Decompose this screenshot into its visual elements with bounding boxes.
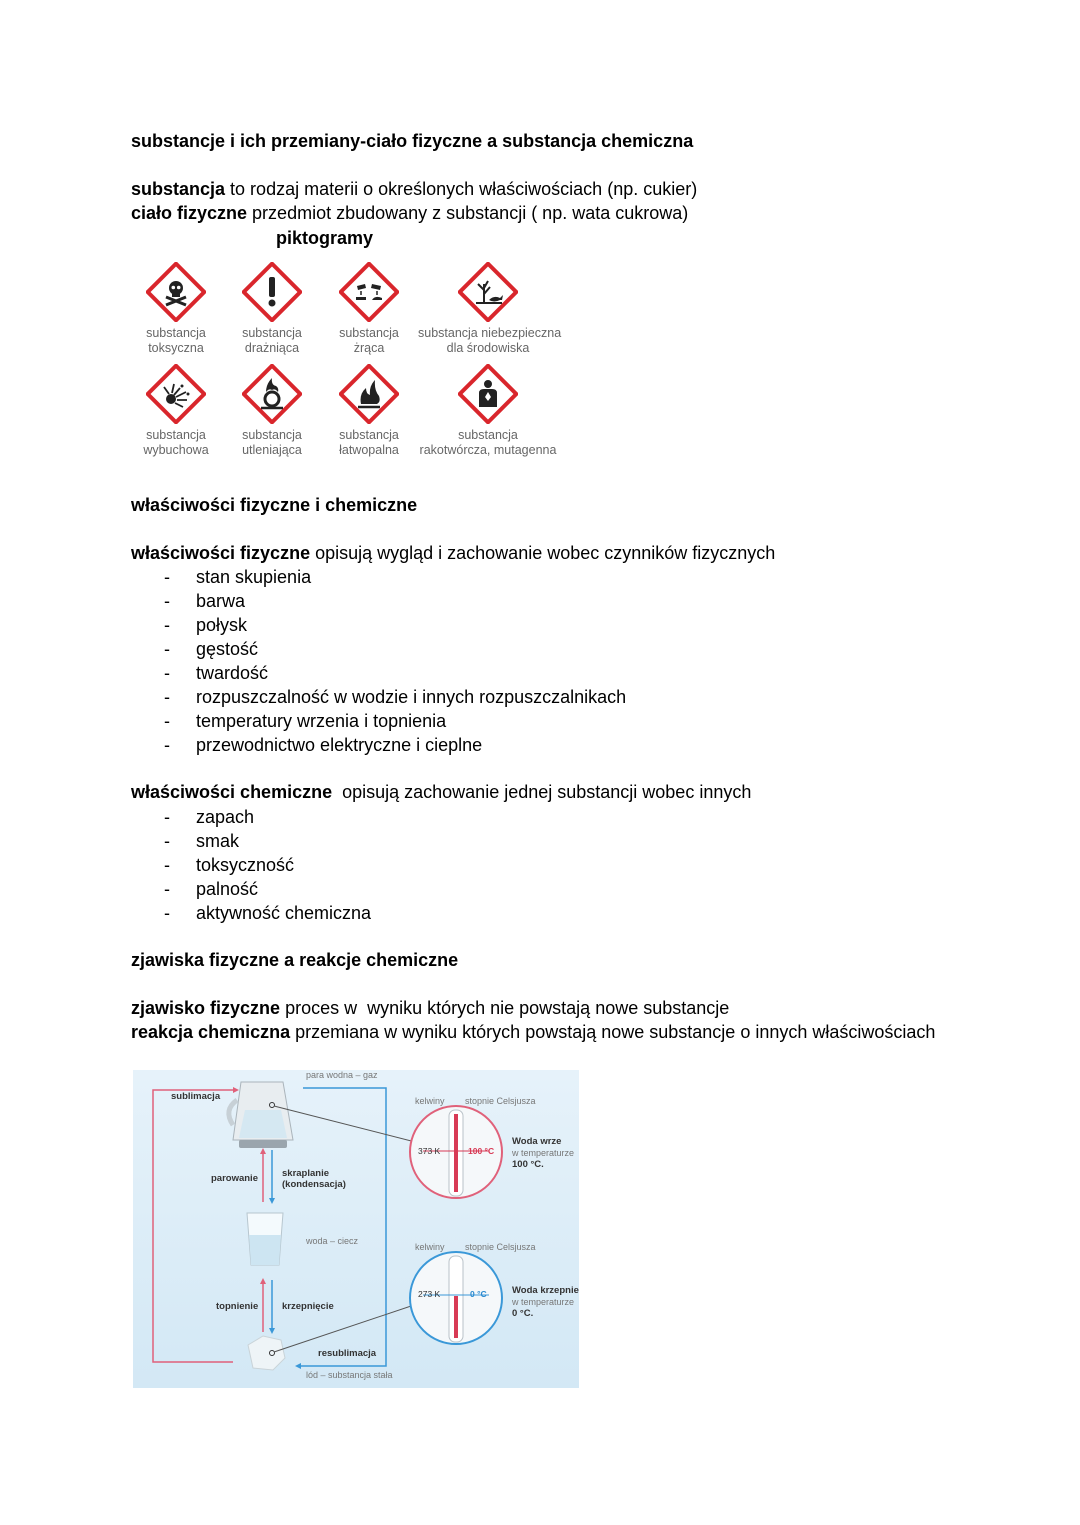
definition-term: właściwości fizyczne xyxy=(131,543,311,563)
pictogram-label: łatwopalna xyxy=(339,443,399,457)
pictogram-label: rakotwórcza, mutagenna xyxy=(419,443,557,457)
exploding-bomb-icon xyxy=(146,364,206,424)
water-states-diagram xyxy=(133,1070,579,1388)
definition-term: ciało fizyczne xyxy=(131,203,248,223)
pictogram-label: toksyczna xyxy=(148,341,204,355)
pictogram-toxic xyxy=(133,262,219,356)
chemical-properties-definition xyxy=(131,781,751,803)
pictogram-corrosive xyxy=(326,262,412,356)
boil-celsius: 100 °C xyxy=(468,1146,495,1156)
definition-text: proces w wyniku których nie powstają nowe substancje xyxy=(280,998,730,1018)
list-item: - twardość xyxy=(131,661,626,685)
pictogram-label: substancja xyxy=(339,326,399,340)
pictogram-label: utleniająca xyxy=(242,443,302,457)
definition-text: to rodzaj materii o określonych właściwościach (np. cukier) xyxy=(225,179,698,199)
corrosion-icon xyxy=(339,262,399,322)
pictogram-label: drażniąca xyxy=(244,341,300,355)
definition-substance xyxy=(131,178,697,200)
definition-text: opisują zachowanie jednej substancji wobec innych xyxy=(332,782,752,802)
list-item: - toksyczność xyxy=(131,853,371,877)
pictogram-label: żrąca xyxy=(353,341,385,355)
pictogram-label: dla środowiska xyxy=(446,341,530,355)
definition-text: przedmiot zbudowany z substancji ( np. wata cukrowa) xyxy=(247,203,689,223)
chemical-properties-list xyxy=(131,805,371,925)
boil-kelvin: 373 K xyxy=(418,1146,441,1156)
pictogram-label: wybuchowa xyxy=(143,443,209,457)
definition-term: substancja xyxy=(131,179,226,199)
list-item: - rozpuszczalność w wodzie i innych rozpuszczalnikach xyxy=(131,685,626,709)
diagram-graphics xyxy=(133,1070,579,1388)
physical-properties-definition xyxy=(131,542,775,564)
definition-term: reakcja chemiczna xyxy=(131,1022,291,1042)
properties-heading: właściwości fizyczne i chemiczne xyxy=(131,495,418,515)
freeze-value: 0 °C. xyxy=(512,1308,534,1319)
pictogram-environment xyxy=(418,262,562,356)
list-item: - temperatury wrzenia i topnienia xyxy=(131,709,626,733)
pictogram-label: substancja xyxy=(458,428,518,442)
pictogram-label: substancja xyxy=(339,428,399,442)
page-title: substancje i ich przemiany-ciało fizyczne a substancja chemiczna xyxy=(131,131,694,151)
definition-physical-body xyxy=(131,202,688,224)
physical-properties-list xyxy=(131,565,626,757)
freeze-title: Woda krzepnie xyxy=(512,1285,579,1296)
pictogram-health-hazard xyxy=(418,364,558,458)
freezing-label: krzepnięcie xyxy=(282,1301,334,1312)
freeze-celsius: 0 °C xyxy=(470,1289,487,1299)
pictogram-label: substancja xyxy=(242,428,302,442)
definition-term: zjawisko fizyczne xyxy=(131,998,281,1018)
freeze-subtitle: w temperaturze xyxy=(512,1297,575,1307)
phenomena-heading: zjawiska fizyczne a reakcje chemiczne xyxy=(131,950,459,970)
steam-label: para wodna – gaz xyxy=(306,1070,378,1080)
exclamation-icon xyxy=(242,262,302,322)
boil-value: 100 °C. xyxy=(512,1159,544,1170)
pictogram-label: substancja xyxy=(146,428,206,442)
kelvin-label: kelwiny xyxy=(415,1096,445,1106)
pictogram-oxidising xyxy=(229,364,315,458)
health-hazard-icon xyxy=(458,364,518,424)
definition-text: opisują wygląd i zachowanie wobec czynników fizycznych xyxy=(310,543,776,563)
pictogram-label: substancja xyxy=(242,326,302,340)
list-item: - przewodnictwo elektryczne i cieplne xyxy=(131,733,626,757)
list-item: - połysk xyxy=(131,613,626,637)
list-item: - barwa xyxy=(131,589,626,613)
boil-subtitle: w temperaturze xyxy=(512,1148,575,1158)
pictogram-label: substancja xyxy=(146,326,206,340)
list-item: - aktywność chemiczna xyxy=(131,901,371,925)
pictogram-grid xyxy=(133,252,570,462)
sublimation-label: sublimacja xyxy=(171,1091,221,1102)
celsius-label: stopnie Celsjusza xyxy=(465,1096,536,1106)
list-item: - stan skupienia xyxy=(131,565,626,589)
pictogram-explosive xyxy=(133,364,219,458)
flame-icon xyxy=(339,364,399,424)
melting-label: topnienie xyxy=(216,1301,259,1312)
condensation-label-2: (kondensacja) xyxy=(282,1179,346,1190)
celsius-label: stopnie Celsjusza xyxy=(465,1242,536,1252)
boil-title: Woda wrze xyxy=(512,1136,562,1147)
flame-over-circle-icon xyxy=(242,364,302,424)
liquid-label: woda – ciecz xyxy=(306,1236,359,1246)
resublimation-label: resublimacja xyxy=(318,1348,377,1359)
chemical-reaction-definition xyxy=(131,1021,935,1043)
list-item: - gęstość xyxy=(131,637,626,661)
freeze-kelvin: 273 K xyxy=(418,1289,441,1299)
skull-crossbones-icon xyxy=(146,262,206,322)
definition-term: właściwości chemiczne xyxy=(131,782,333,802)
list-item: - palność xyxy=(131,877,371,901)
environment-icon xyxy=(458,262,518,322)
pictogram-irritant xyxy=(229,262,315,356)
list-item: - smak xyxy=(131,829,371,853)
condensation-label: skraplanie xyxy=(282,1168,329,1179)
list-item: - zapach xyxy=(131,805,371,829)
pictograms-heading: piktogramy xyxy=(276,228,374,248)
pictogram-label: substancja niebezpieczna xyxy=(418,326,562,340)
evaporation-label: parowanie xyxy=(211,1173,258,1184)
pictogram-flammable xyxy=(326,364,412,458)
physical-phenomenon-definition xyxy=(131,997,729,1019)
kelvin-label: kelwiny xyxy=(415,1242,445,1252)
solid-label: lód – substancja stała xyxy=(306,1370,393,1380)
definition-text: przemiana w wyniku których powstają nowe substancje o innych właściwościach xyxy=(290,1022,936,1042)
